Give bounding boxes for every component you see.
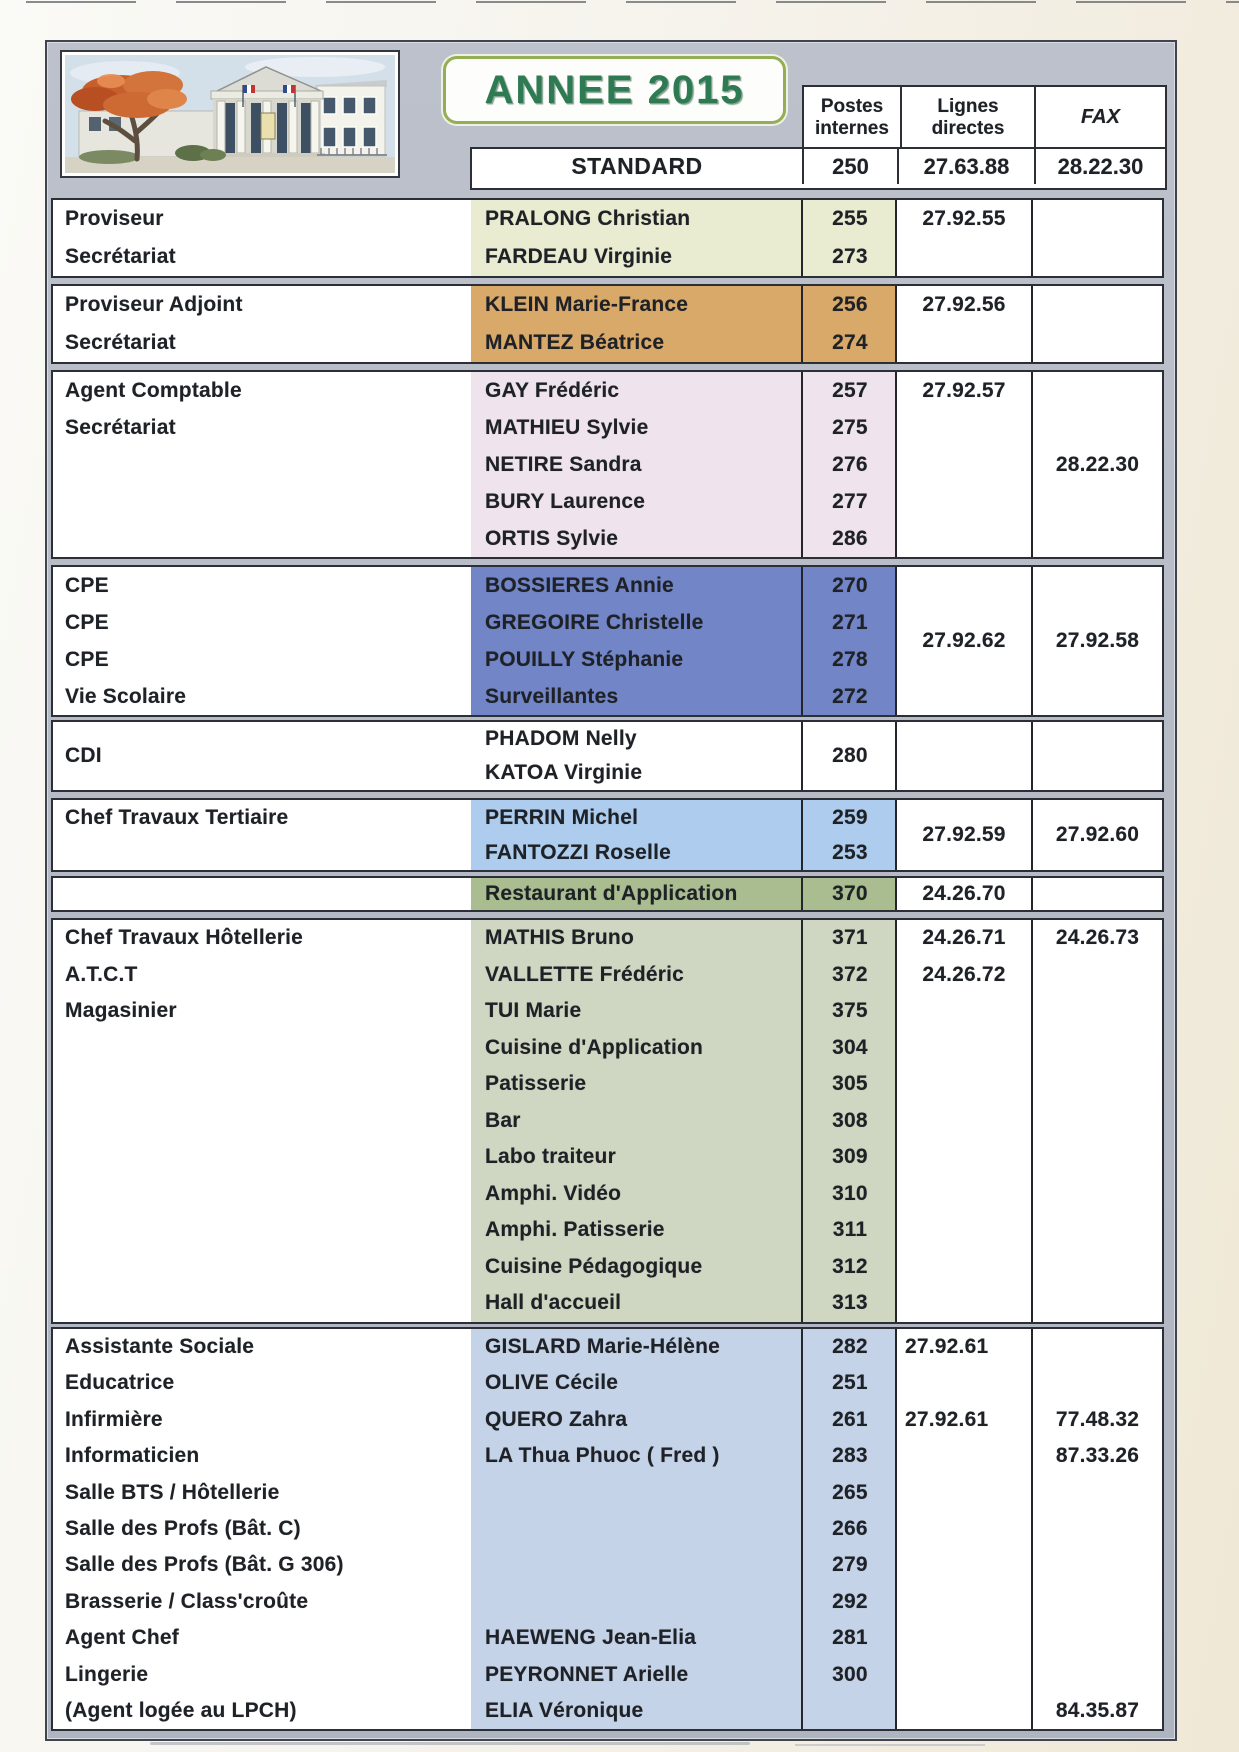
poste-interne-value: 280 [832, 744, 868, 767]
function-label: Infirmière [65, 1407, 163, 1431]
poste-interne-value: 312 [832, 1254, 868, 1278]
function-label: Secrétariat [65, 416, 176, 439]
name-label: Bar [485, 1108, 521, 1132]
poste-interne-value: 281 [832, 1626, 868, 1650]
poste-interne-value: 278 [832, 648, 868, 671]
fax-value: 28.22.30 [1055, 453, 1140, 476]
poste-interne-value: 371 [832, 926, 868, 949]
name-label: KLEIN Marie-France [485, 293, 689, 316]
name-label: Patisserie [485, 1072, 587, 1095]
ligne-directe-value: 27.92.55 [922, 207, 1006, 230]
section-cpe [51, 565, 1164, 717]
fax-value: 27.92.60 [1055, 823, 1140, 846]
name-label: FANTOZZI Roselle [485, 841, 672, 864]
fax-value: 77.48.32 [1055, 1407, 1140, 1431]
function-label: Educatrice [65, 1371, 175, 1395]
column-headers [802, 85, 1167, 151]
name-label: Amphi. Patisserie [485, 1218, 665, 1241]
poste-interne-value: 255 [832, 207, 868, 230]
name-label: PERRIN Michel [485, 806, 639, 829]
scan-artifact-top [26, 1, 1239, 3]
poste-interne-value: 275 [832, 416, 868, 439]
function-label: Lingerie [65, 1662, 149, 1686]
poste-interne-value: 256 [832, 293, 868, 316]
poste-interne-value: 305 [832, 1072, 868, 1095]
poste-interne-value: 274 [832, 331, 868, 354]
poste-interne-value: 253 [832, 841, 868, 864]
name-label: MATHIS Bruno [485, 926, 634, 949]
section-proviseur [51, 198, 1164, 278]
standard-row [470, 147, 1167, 190]
function-label: Agent Chef [65, 1626, 179, 1650]
section-cdi [51, 720, 1164, 792]
name-label: TUI Marie [485, 999, 582, 1022]
function-label: Assistante Sociale [65, 1335, 255, 1358]
standard-poste-value: 250 [802, 149, 897, 184]
column-divider [1031, 200, 1033, 276]
name-label: QUERO Zahra [485, 1407, 628, 1431]
function-label: Secrétariat [65, 245, 176, 268]
standard-fax-value: 28.22.30 [1034, 149, 1165, 184]
function-label: Salle des Profs (Bât. C) [65, 1517, 301, 1540]
poste-interne-value: 304 [832, 1035, 868, 1059]
function-label: Salle des Profs (Bât. G 306) [65, 1553, 344, 1577]
postes-line2: internes [815, 118, 889, 139]
name-label: ORTIS Sylvie [485, 527, 619, 550]
year-banner [443, 56, 786, 124]
name-label: PEYRONNET Arielle [485, 1662, 689, 1686]
name-label: LA Thua Phuoc ( Fred ) [485, 1444, 720, 1468]
ligne-directe-value: 24.26.72 [922, 962, 1006, 986]
function-label: A.T.C.T [65, 962, 138, 986]
column-header-fax: FAX [1034, 87, 1165, 149]
function-label: Informaticien [65, 1444, 200, 1468]
function-label: CPE [65, 574, 109, 597]
name-label: Restaurant d'Application [485, 882, 738, 905]
ligne-directe-value: 27.92.61 [905, 1407, 989, 1431]
ligne-directe-value: 24.26.71 [922, 926, 1006, 949]
ligne-directe-value: 24.26.70 [922, 882, 1006, 905]
function-label: CPE [65, 648, 109, 671]
column-divider [1031, 1329, 1033, 1729]
poste-interne-value: 276 [832, 453, 868, 476]
name-label: Surveillantes [485, 685, 619, 708]
poste-interne-value: 286 [832, 527, 868, 550]
poste-interne-value: 310 [832, 1181, 868, 1205]
name-label: NETIRE Sandra [485, 453, 642, 476]
name-label: ELIA Véronique [485, 1699, 644, 1722]
scan-artifact-bottom [150, 1742, 750, 1745]
section-chef-travaux-tertiaire [51, 798, 1164, 872]
poste-interne-value: 313 [832, 1291, 868, 1314]
school-building-painting-icon [65, 55, 395, 173]
function-label: Vie Scolaire [65, 685, 187, 708]
section-vie-scolaire-services [51, 1327, 1164, 1731]
column-divider [1031, 286, 1033, 362]
function-label: CPE [65, 611, 109, 634]
function-label: Proviseur Adjoint [65, 293, 243, 316]
ligne-directe-value: 27.92.56 [922, 293, 1006, 316]
ligne-directe-value: 27.92.57 [922, 379, 1006, 402]
name-label: BOSSIERES Annie [485, 574, 674, 597]
poste-interne-value: 279 [832, 1553, 868, 1577]
function-label: Proviseur [65, 207, 164, 230]
year-label: ANNEE 2015 [484, 67, 745, 112]
column-header-postes-internes [804, 87, 900, 149]
name-label: Hall d'accueil [485, 1291, 622, 1314]
poste-interne-value: 309 [832, 1145, 868, 1168]
poste-interne-value: 277 [832, 490, 868, 513]
poste-interne-value: 257 [832, 379, 868, 402]
postes-line1: Postes [820, 95, 884, 117]
poste-interne-value: 311 [832, 1218, 868, 1241]
poste-interne-value: 270 [832, 574, 868, 597]
poste-interne-value: 375 [832, 999, 868, 1022]
section-agent-comptable [51, 370, 1164, 559]
fax-value: 24.26.73 [1055, 926, 1140, 949]
poste-interne-value: 272 [832, 685, 868, 708]
name-label: KATOA Virginie [485, 761, 643, 784]
ligne-directe-value: 27.92.62 [922, 629, 1006, 652]
name-label: Labo traiteur [485, 1145, 616, 1168]
poste-interne-value: 271 [832, 611, 868, 634]
poste-interne-value: 300 [832, 1662, 868, 1686]
fax-value: 87.33.26 [1055, 1444, 1140, 1468]
poste-interne-value: 372 [832, 962, 868, 986]
function-label: Magasinier [65, 999, 177, 1022]
poste-interne-value: 265 [832, 1480, 868, 1504]
column-divider [1031, 878, 1033, 910]
column-header-lignes-directes [900, 87, 1034, 149]
poste-interne-value: 273 [832, 245, 868, 268]
poste-interne-value: 282 [832, 1335, 868, 1358]
poste-interne-value: 292 [832, 1589, 868, 1613]
column-divider [1031, 920, 1033, 1322]
function-label: CDI [65, 744, 102, 767]
name-label: Amphi. Vidéo [485, 1181, 622, 1205]
name-label: BURY Laurence [485, 490, 646, 513]
section-restaurant-application [51, 876, 1164, 912]
name-label: PRALONG Christian [485, 207, 691, 230]
function-label: Salle BTS / Hôtellerie [65, 1480, 280, 1504]
poste-interne-value: 251 [832, 1371, 868, 1395]
school-logo [60, 50, 400, 178]
name-label: OLIVE Cécile [485, 1371, 619, 1395]
name-label: VALLETTE Frédéric [485, 962, 685, 986]
standard-ligne-value: 27.63.88 [897, 149, 1034, 184]
name-label: GREGOIRE Christelle [485, 611, 704, 634]
column-divider [1031, 722, 1033, 790]
function-label: Brasserie / Class'croûte [65, 1589, 309, 1613]
name-label: HAEWENG Jean-Elia [485, 1626, 697, 1650]
fax-value: 84.35.87 [1055, 1699, 1140, 1722]
poste-interne-value: 308 [832, 1108, 868, 1132]
lignes-line2: directes [931, 118, 1005, 139]
name-label: MANTEZ Béatrice [485, 331, 665, 354]
name-label: GISLARD Marie-Hélène [485, 1335, 721, 1358]
name-label: FARDEAU Virginie [485, 245, 673, 268]
function-label: Agent Comptable [65, 379, 242, 402]
fax-value: 27.92.58 [1055, 629, 1140, 652]
poste-interne-value: 370 [832, 882, 868, 905]
poste-interne-value: 261 [832, 1407, 868, 1431]
name-label: POUILLY Stéphanie [485, 648, 684, 671]
ligne-directe-value: 27.92.59 [922, 823, 1006, 846]
name-label: MATHIEU Sylvie [485, 416, 649, 439]
standard-label: STANDARD [571, 153, 703, 179]
poste-interne-value: 259 [832, 806, 868, 829]
poste-interne-value: 266 [832, 1517, 868, 1540]
directory-table-frame [45, 40, 1177, 1741]
function-label: Chef Travaux Tertiaire [65, 806, 289, 829]
poste-interne-value: 283 [832, 1444, 868, 1468]
scan-artifact-bottom-2 [795, 1744, 985, 1746]
function-label: (Agent logée au LPCH) [65, 1699, 297, 1722]
section-chef-travaux-hotellerie [51, 918, 1164, 1324]
ligne-directe-value: 27.92.61 [905, 1335, 989, 1358]
name-label: Cuisine d'Application [485, 1035, 704, 1059]
function-label: Secrétariat [65, 331, 176, 354]
name-label: GAY Frédéric [485, 379, 620, 402]
name-label: Cuisine Pédagogique [485, 1254, 703, 1278]
function-label: Chef Travaux Hôtellerie [65, 926, 304, 949]
section-proviseur-adjoint [51, 284, 1164, 364]
lignes-line1: Lignes [937, 95, 999, 117]
name-label: PHADOM Nelly [485, 727, 637, 750]
